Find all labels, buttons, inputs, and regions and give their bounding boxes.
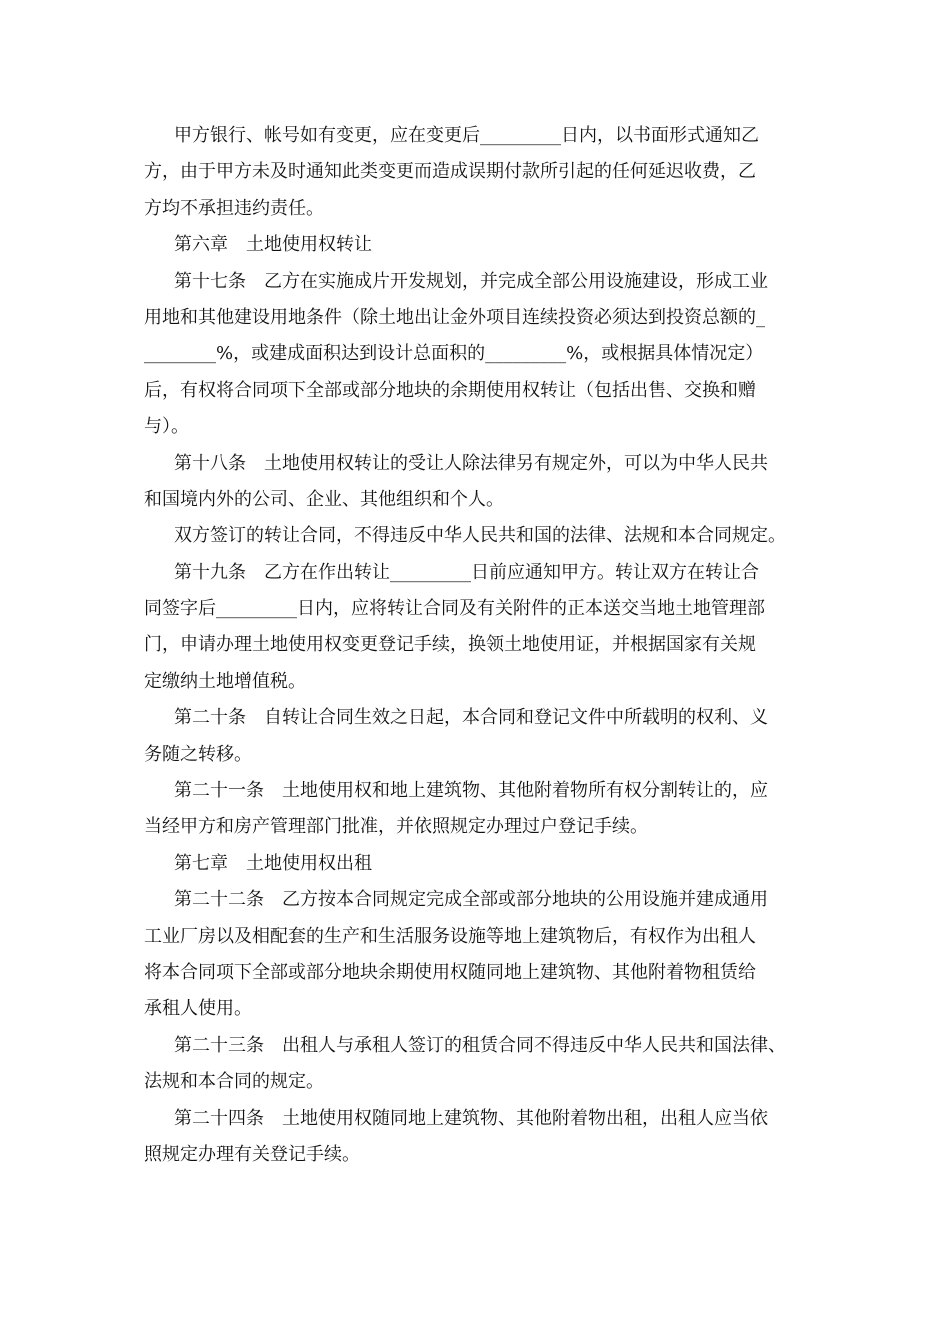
text-line: 第二十条 自转让合同生效之日起，本合同和登记文件中所载明的权利、义 <box>174 707 768 729</box>
text-line: 将本合同项下全部或部分地块余期使用权随同地上建筑物、其他附着物租赁给 <box>144 961 756 983</box>
text-line: 工业厂房以及相配套的生产和生活服务设施等地上建筑物后，有权作为出租人 <box>144 925 756 947</box>
text-line: 方，由于甲方未及时通知此类变更而造成误期付款所引起的任何延迟收费，乙 <box>144 161 756 183</box>
text-line: 和国境内外的公司、企业、其他组织和个人。 <box>144 488 504 510</box>
text-line: 第二十二条 乙方按本合同规定完成全部或部分地块的公用设施并建成通用 <box>174 889 768 911</box>
text-line: 承租人使用。 <box>144 998 252 1020</box>
text-line: 同签字后_________日内，应将转让合同及有关附件的正本送交当地土地管理部 <box>144 598 765 620</box>
text-line: 第二十三条 出租人与承租人签订的租赁合同不得违反中华人民共和国法律、 <box>174 1034 786 1056</box>
text-line: 定缴纳土地增值税。 <box>144 670 306 692</box>
text-line: 当经甲方和房产管理部门批准，并依照规定办理过户登记手续。 <box>144 816 648 838</box>
text-line: 第六章 土地使用权转让 <box>174 234 372 256</box>
text-line: 务随之转移。 <box>144 743 252 765</box>
text-line: 用地和其他建设用地条件（除土地出让金外项目连续投资必须达到投资总额的_ <box>144 306 765 328</box>
text-line: ________%，或建成面积达到设计总面积的_________%，或根据具体情况定） <box>144 343 764 365</box>
document-page <box>144 118 816 1173</box>
text-line: 甲方银行、帐号如有变更，应在变更后_________日内，以书面形式通知乙 <box>174 125 759 146</box>
text-line: 第十七条 乙方在实施成片开发规划，并完成全部公用设施建设，形成工业 <box>174 270 768 292</box>
text-line: 第七章 土地使用权出租 <box>174 852 372 874</box>
text-line: 第十九条 乙方在作出转让_________日前应通知甲方。转让双方在转让合 <box>174 561 759 583</box>
text-line: 门，申请办理土地使用权变更登记手续，换领土地使用证，并根据国家有关规 <box>144 634 756 656</box>
text-line: 双方签订的转让合同，不得违反中华人民共和国的法律、法规和本合同规定。 <box>174 525 786 547</box>
text-line: 第二十一条 土地使用权和地上建筑物、其他附着物所有权分割转让的，应 <box>174 780 768 802</box>
text-line: 第二十四条 土地使用权随同地上建筑物、其他附着物出租，出租人应当依 <box>174 1107 768 1129</box>
text-line: 法规和本合同的规定。 <box>144 1071 324 1093</box>
text-line: 第十八条 土地使用权转让的受让人除法律另有规定外，可以为中华人民共 <box>174 452 768 474</box>
text-line: 后，有权将合同项下全部或部分地块的余期使用权转让（包括出售、交换和赠 <box>144 379 756 401</box>
text-line: 与）。 <box>144 416 189 438</box>
text-line: 方均不承担违约责任。 <box>144 197 324 219</box>
text-line: 照规定办理有关登记手续。 <box>144 1143 360 1165</box>
